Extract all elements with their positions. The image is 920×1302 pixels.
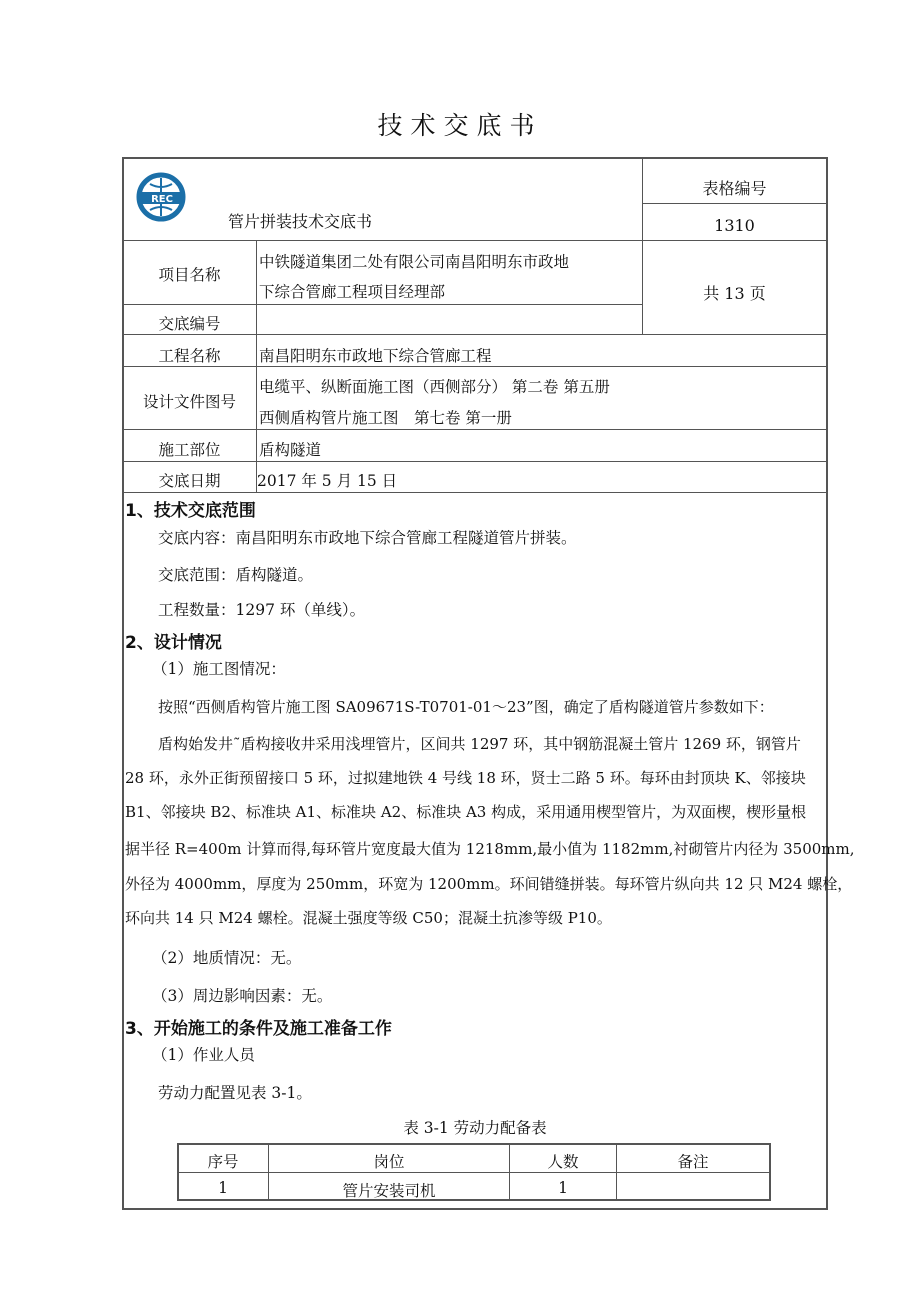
works-name: 南昌阳明东市政地下综合管廊工程	[259, 347, 492, 365]
table-header: 备注	[677, 1153, 709, 1171]
table-cell: 1	[558, 1179, 568, 1197]
construction-part: 盾构隧道	[259, 441, 322, 459]
doc-name: 管片拼装技术交底书	[228, 212, 373, 231]
s2-para2-line: 据半径 R=400m 计算而得,每环管片宽度最大值为 1218mm,最小值为 1182mm,衬砌管片内径为 3500mm,	[125, 840, 855, 858]
table-cell: 1	[218, 1179, 228, 1197]
s2-para2-line: B1、邻接块 B2、标准块 A1、标准块 A2、标准块 A3 构成，采用通用楔型管片，为双面楔，楔形量根	[125, 803, 807, 821]
s2-sub1: （1）施工图情况：	[152, 660, 286, 678]
design-docs-line1: 电缆平、纵断面施工图（西侧部分） 第二卷 第五册	[259, 378, 610, 396]
table-cell: 管片安装司机	[342, 1182, 436, 1200]
project-name-line1: 中铁隧道集团二处有限公司南昌阳明东市政地	[259, 253, 570, 271]
table-header: 序号	[207, 1153, 239, 1171]
label-design-docs: 设计文件图号	[142, 393, 236, 411]
section-2-heading: 2、设计情况	[125, 633, 222, 653]
project-name-line2: 下综合管廊工程项目经理部	[259, 283, 446, 301]
s1-line: 工程数量：1297 环（单线）。	[158, 601, 366, 619]
s2-para2-line: 环向共 14 只 M24 螺栓。混凝土强度等级 C50；混凝土抗渗等级 P10。	[125, 909, 612, 927]
s3-para1: 劳动力配置见表 3-1。	[158, 1084, 312, 1102]
page-count: 共 13 页	[703, 284, 766, 303]
label-project-name: 项目名称	[158, 266, 221, 284]
document-title: 技术交底书	[377, 111, 543, 140]
label-works-name: 工程名称	[158, 347, 221, 365]
s2-para1: 按照“西侧盾构管片施工图 SA09671S-T0701-01～23”图，确定了盾构隧道管片参数如下：	[158, 698, 774, 716]
s1-line: 交底内容：南昌阳明东市政地下综合管廊工程隧道管片拼装。	[158, 529, 577, 547]
s1-line: 交底范围：盾构隧道。	[158, 566, 314, 584]
table-header: 人数	[547, 1153, 579, 1171]
disclosure-date: 2017 年 5 月 15 日	[257, 472, 398, 490]
s2-para2-line: 28 环，永外正街预留接口 5 环，过拟建地铁 4 号线 18 环，贤士二路 5 环。每环由封顶块 K、邻接块	[125, 769, 806, 787]
s2-sub2: （2）地质情况：无。	[152, 949, 302, 967]
company-logo	[136, 172, 186, 222]
s3-sub1: （1）作业人员	[152, 1046, 255, 1064]
form-number: 1310	[714, 216, 755, 235]
section-1-heading: 1、技术交底范围	[125, 501, 256, 521]
s2-para2-line: 外径为 4000mm，厚度为 250mm，环宽为 1200mm。环间错缝拼装。每环管片纵向共 12 只 M24 螺栓，	[125, 875, 853, 893]
label-disclosure-date: 交底日期	[158, 472, 221, 490]
table-header: 岗位	[373, 1153, 405, 1171]
table-caption: 表 3-1 劳动力配备表	[403, 1119, 547, 1137]
s2-para2-line: 盾构始发井˜盾构接收井采用浅埋管片，区间共 1297 环，其中钢筋混凝土管片 1269 环，钢管片	[158, 735, 801, 753]
design-docs-line2: 西侧盾构管片施工图 第七卷 第一册	[259, 409, 512, 427]
section-3-heading: 3、开始施工的条件及施工准备工作	[125, 1019, 392, 1039]
label-disclosure-no: 交底编号	[158, 315, 221, 333]
form-number-label: 表格编号	[702, 179, 767, 198]
svg-text:REC: REC	[151, 194, 173, 205]
label-construction-part: 施工部位	[158, 441, 221, 459]
s2-sub3: （3）周边影响因素：无。	[152, 987, 333, 1005]
